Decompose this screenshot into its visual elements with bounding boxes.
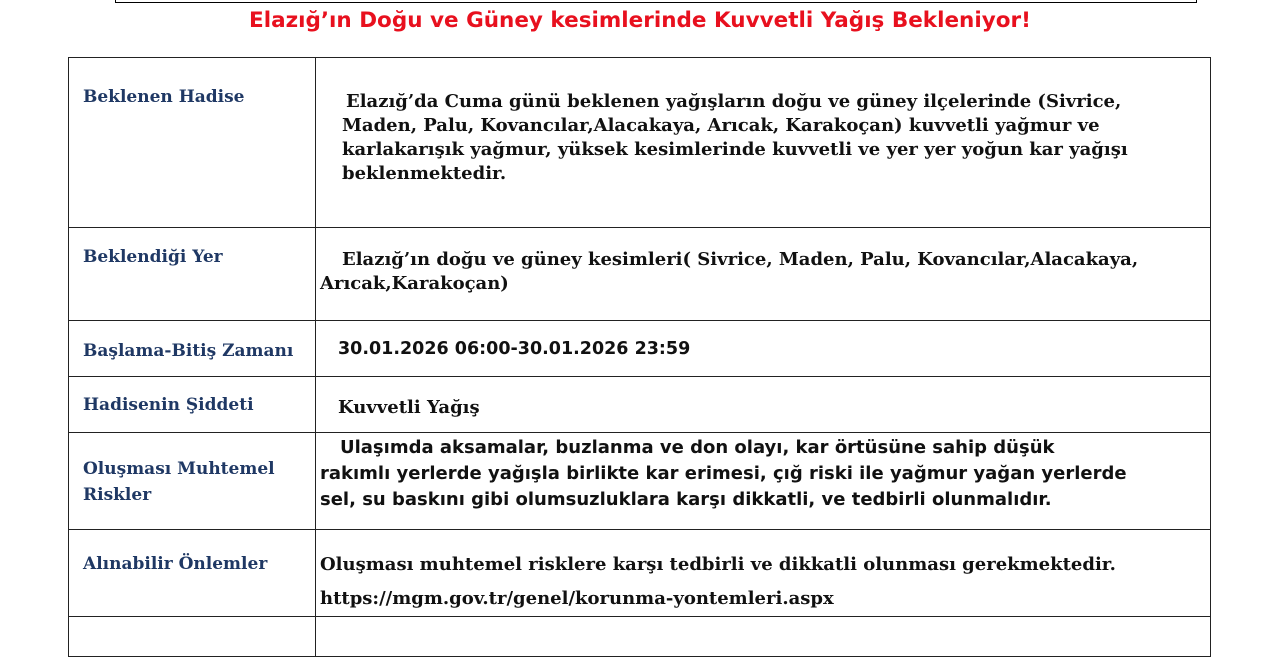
row-label (69, 377, 316, 433)
previous-table-edge (115, 0, 1197, 3)
label-event-severity: Hadisenin Şiddeti (83, 395, 254, 415)
table-row-expected-event (69, 58, 1211, 228)
label-expected-event: Beklenen Hadise (83, 87, 245, 107)
event-severity-value: Kuvvetli Yağış (338, 397, 480, 418)
label-possible-risks-line-1: Oluşması Muhtemel (83, 459, 275, 479)
row-label (69, 530, 316, 617)
expected-place-line-1: Elazığ’ın doğu ve güney kesimleri( Sivrice, Maden, Palu, Kovancılar,Alacakaya, (342, 249, 1139, 270)
table-row-possible-risks (69, 433, 1211, 530)
row-value (316, 58, 1211, 228)
measures-line-1: Oluşması muhtemel risklere karşı tedbirli ve dikkatli olunması gerekmektedir. (320, 554, 1116, 575)
label-possible-risks-line-2: Riskler (83, 485, 152, 505)
possible-risks-line-3: sel, su baskını gibi olumsuzluklara karşı dikkatli, ve tedbirli olunmalıdır. (320, 489, 1052, 510)
table-row-empty (69, 617, 1211, 657)
row-value (316, 228, 1211, 321)
start-end-time-value: 30.01.2026 06:00-30.01.2026 23:59 (338, 339, 691, 359)
expected-event-line-2: Maden, Palu, Kovancılar,Alacakaya, Arıcak, Karakoçan) kuvvetli yağmur ve (342, 115, 1100, 136)
row-value (316, 321, 1211, 377)
table-row-start-end-time (69, 321, 1211, 377)
label-measures: Alınabilir Önlemler (83, 554, 268, 574)
row-label (69, 433, 316, 530)
table-row-measures (69, 530, 1211, 617)
warning-headline: Elazığ’ın Doğu ve Güney kesimlerinde Kuvvetli Yağış Bekleniyor! (249, 8, 1031, 33)
measures-link[interactable]: https://mgm.gov.tr/genel/korunma-yontemleri.aspx (320, 588, 834, 609)
row-label (69, 617, 316, 657)
table-row-expected-place (69, 228, 1211, 321)
label-expected-place: Beklendiği Yer (83, 247, 223, 267)
row-value (316, 377, 1211, 433)
table-row-event-severity (69, 377, 1211, 433)
expected-event-line-1: Elazığ’da Cuma günü beklenen yağışların doğu ve güney ilçelerinde (Sivrice, (346, 91, 1122, 112)
row-value (316, 433, 1211, 530)
label-start-end-time: Başlama-Bitiş Zamanı (83, 341, 294, 361)
row-value (316, 530, 1211, 617)
row-label (69, 58, 316, 228)
row-label (69, 228, 316, 321)
possible-risks-line-2: rakımlı yerlerde yağışla birlikte kar erimesi, çığ riski ile yağmur yağan yerlerde (320, 463, 1127, 484)
weather-warning-table (68, 57, 1211, 657)
row-label (69, 321, 316, 377)
row-value (316, 617, 1211, 657)
expected-place-line-2: Arıcak,Karakoçan) (320, 273, 509, 294)
expected-event-line-4: beklenmektedir. (342, 163, 507, 184)
expected-event-line-3: karlakarışık yağmur, yüksek kesimlerinde kuvvetli ve yer yer yoğun kar yağışı (342, 139, 1128, 160)
possible-risks-line-1: Ulaşımda aksamalar, buzlanma ve don olayı, kar örtüsüne sahip düşük (340, 437, 1055, 458)
